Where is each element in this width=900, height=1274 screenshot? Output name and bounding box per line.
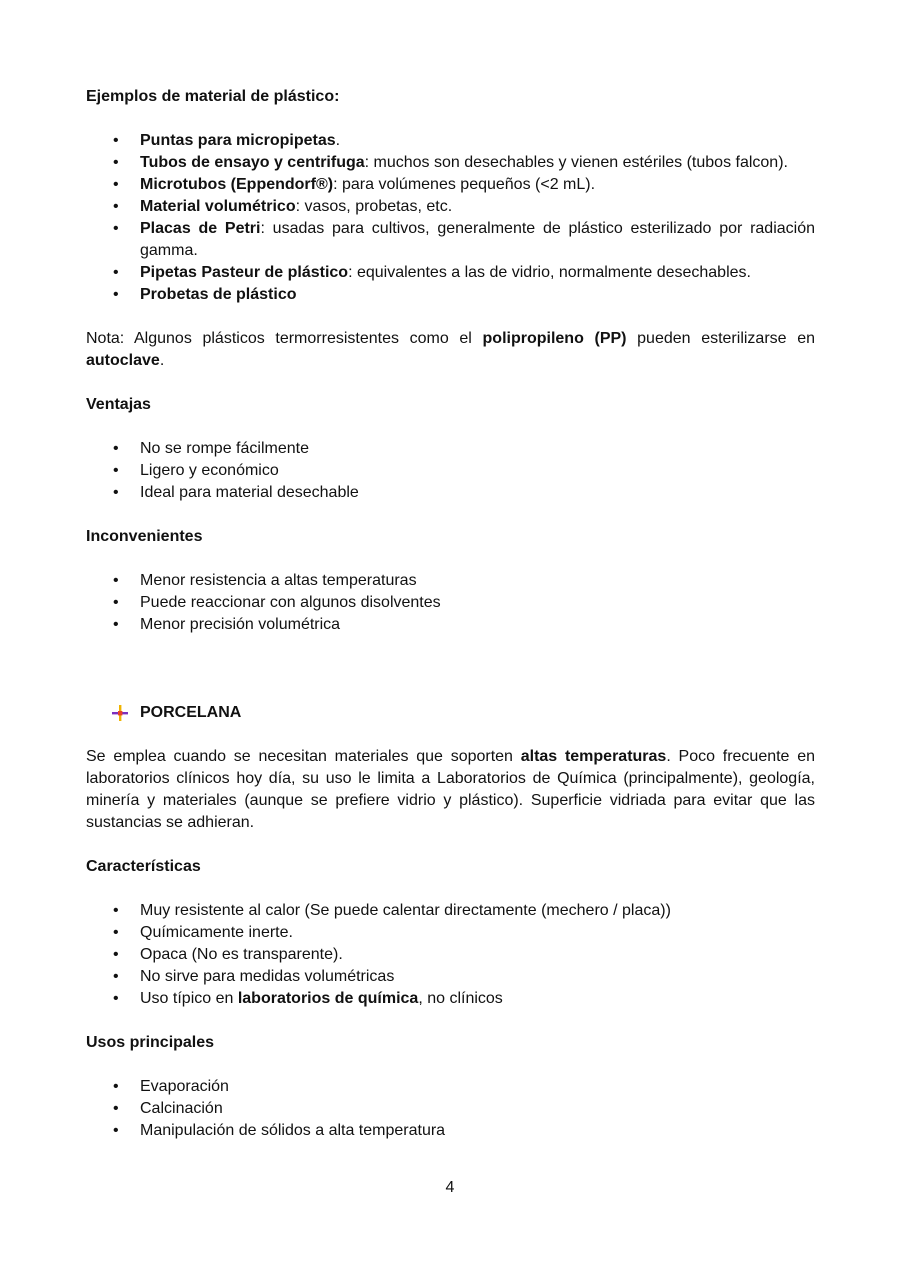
item-term: Pipetas Pasteur de plástico [140,264,349,281]
item-term: Microtubos (Eppendorf®) [140,176,334,193]
item-term: Puntas para micropipetas [140,132,336,149]
list-item [86,988,815,1010]
item-bold-term: laboratorios de química [237,990,419,1007]
item-description: : para volúmenes pequeños (<2 mL). [333,176,596,193]
characteristics-heading: Características [86,858,201,875]
note-bold-term: polipropileno (PP) [482,330,627,347]
intro-text: . Poco frecuente en laboratorios clínicos hoy día, su uso le limita a Laboratorios de Química (principalmente), geología, minería y materiales (aunque se prefiere vidrio y plástico). Superficie vidriada para evitar que las sustancias se adhieran. [86,748,816,831]
intro-text: Se emplea cuando se necesitan materiales que soporten [86,748,521,765]
note-text: . [159,352,165,369]
list-item [86,152,815,174]
list-item [86,900,815,922]
characteristics-list [86,900,815,1010]
list-item: • Ideal para material desechable [86,482,815,504]
list-item [86,922,815,944]
list-item: • Menor resistencia a altas temperaturas [86,570,815,592]
list-item [86,944,815,966]
item-text: Químicamente inerte. [140,924,293,941]
list-item [86,174,815,196]
list-item: • Ligero y económico [86,460,815,482]
document-page [86,86,815,1142]
item-text: , no clínicos [418,990,503,1007]
plastic-examples-heading: Ejemplos de material de plástico: [86,88,340,105]
list-item: • Calcinación [86,1098,815,1120]
main-uses-list [86,1076,815,1142]
list-item: • Menor precisión volumétrica [86,614,815,636]
note-bold-term: autoclave [86,352,160,369]
list-item [86,262,815,284]
note-text: pueden esterilizarse en [626,330,816,347]
item-description: : usadas para cultivos, generalmente de plástico esterilizado por radiación gamma. [140,220,815,259]
item-text: Muy resistente al calor (Se puede calentar directamente (mechero / placa)) [140,902,671,919]
four-point-star-icon [112,705,128,721]
list-item [86,130,815,152]
porcelain-title-text: PORCELANA [140,704,242,721]
item-term: Placas de Petri [140,220,261,237]
star-center [118,711,122,715]
item-text: No sirve para medidas volumétricas [140,968,395,985]
item-description: . [335,132,341,149]
item-description: : vasos, probetas, etc. [295,198,453,215]
item-term: Material volumétrico [140,198,296,215]
item-text: Uso típico en [140,990,238,1007]
list-item [86,196,815,218]
item-description: : muchos son desechables y vienen estériles (tubos falcon). [364,154,788,171]
item-text: Opaca (No es transparente). [140,946,343,963]
plastic-note [86,328,815,372]
plastic-examples-list [86,130,815,306]
porcelain-section-title [86,702,815,724]
advantages-list [86,438,815,504]
item-term: Probetas de plástico [140,286,297,303]
item-description: : equivalentes a las de vidrio, normalmente desechables. [348,264,751,281]
list-item: • Evaporación [86,1076,815,1098]
disadvantages-list [86,570,815,636]
main-uses-heading: Usos principales [86,1034,215,1051]
note-text: Nota: Algunos plásticos termorresistentes como el [86,330,483,347]
list-item: • Puede reaccionar con algunos disolventes [86,592,815,614]
list-item: • No se rompe fácilmente [86,438,815,460]
item-term: Tubos de ensayo y centrifuga [140,154,365,171]
list-item [86,966,815,988]
list-item: • Manipulación de sólidos a alta temperatura [86,1120,815,1142]
list-item [86,218,815,262]
intro-bold-term: altas temperaturas [520,748,667,765]
advantages-heading: Ventajas [86,396,151,413]
page-number: 4 [445,1179,455,1196]
list-item [86,284,815,306]
disadvantages-heading: Inconvenientes [86,528,203,545]
porcelain-intro [86,746,815,834]
